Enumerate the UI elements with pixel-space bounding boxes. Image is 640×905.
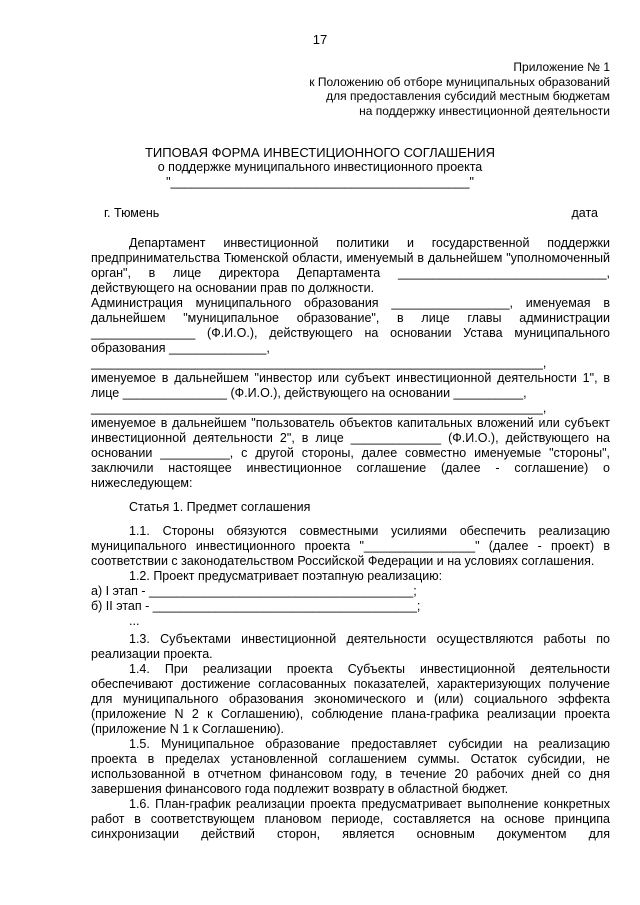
paragraph: Администрация муниципального образования _________________, именуемая в дальнейшем "муниципальное образование", в лице главы администрации _______________ (Ф.И.О.), действующего на основании Устава муниципального образования ______________, bbox=[91, 296, 610, 355]
appendix-line: Приложение № 1 bbox=[513, 60, 610, 74]
paragraph: 1.1. Стороны обязуются совместными усилиями обеспечить реализацию муниципального инвестиционного проекта "________________" (далее - проект) в соответствии с законодательством Российской Федерации и на условиях соглашения. bbox=[91, 524, 610, 568]
project-name-line: "___________________________________________" bbox=[166, 175, 474, 189]
document-title-block bbox=[0, 145, 640, 190]
paragraph: 1.2. Проект предусматривает поэтапную реализацию: bbox=[129, 569, 443, 583]
paragraph: 1.4. При реализации проекта Субъекты инвестиционной деятельности обеспечивают достижение согласованных показателей, характеризующих получение для муниципального образования экономического и (или) социального эффекта (приложение N 2 к Соглашению), соблюдение плана-графика реализации проекта (приложение N 1 к Соглашению). bbox=[91, 662, 610, 736]
paragraph: 1.5. Муниципальное образование предоставляет субсидии на реализацию проекта в пределах установленной соглашением суммы. Остаток субсидии, не использованной в отчетном финансовом году, в течение 20 рабочих дней со дня завершения финансового года подлежит возврату в областной бюджет. bbox=[91, 737, 610, 796]
page-number: 17 bbox=[312, 32, 328, 47]
paragraph: Департамент инвестиционной политики и государственной поддержки предпринимательства Тюменской области, именуемый в дальнейшем "уполномоченный орган", в лице директора Департамента ______________________________, действующего на основании прав по должности. bbox=[91, 236, 610, 295]
document-title: ТИПОВАЯ ФОРМА ИНВЕСТИЦИОННОГО СОГЛАШЕНИЯ bbox=[144, 145, 496, 160]
appendix-header bbox=[309, 60, 610, 118]
appendix-line: на поддержку инвестиционной деятельности bbox=[359, 103, 610, 118]
document-subtitle: о поддержке муниципального инвестиционного проекта bbox=[157, 160, 483, 174]
date-label: дата bbox=[571, 206, 598, 220]
paragraph: _________________________________________________________________, bbox=[91, 356, 547, 370]
paragraph: ... bbox=[129, 614, 140, 628]
paragraph: а) I этап - ______________________________________; bbox=[91, 584, 417, 598]
paragraph: Статья 1. Предмет соглашения bbox=[129, 500, 311, 514]
appendix-line: для предоставления субсидий местным бюджетам bbox=[326, 89, 610, 103]
paragraph: именуемое в дальнейшем "инвестор или субъект инвестиционной деятельности 1", в лице _______________ (Ф.И.О.), действующего на основании __________, bbox=[91, 371, 610, 400]
paragraph: б) II этап - ______________________________________; bbox=[91, 599, 421, 613]
place-label: г. Тюмень bbox=[104, 206, 160, 220]
paragraph: _________________________________________________________________, bbox=[91, 401, 547, 415]
paragraph: 1.3. Субъектами инвестиционной деятельности осуществляются работы по реализации проекта. bbox=[91, 632, 610, 661]
agreement-body bbox=[91, 236, 610, 842]
appendix-line: к Положению об отборе муниципальных образований bbox=[309, 74, 610, 89]
paragraph: именуемое в дальнейшем "пользователь объектов капитальных вложений или субъект инвестиционной деятельности 2", в лице _____________ (Ф.И.О.), действующего на основании __________, с другой стороны, далее совместно именуемые "стороны", заключили настоящее инвестиционное соглашение (далее - соглашение) о нижеследующем: bbox=[91, 416, 610, 490]
paragraph: 1.6. План-график реализации проекта предусматривает выполнение конкретных работ в соответствующем плановом периоде, составляется на основе принципа синхронизации действий сторон, является основным документом для bbox=[91, 797, 610, 841]
